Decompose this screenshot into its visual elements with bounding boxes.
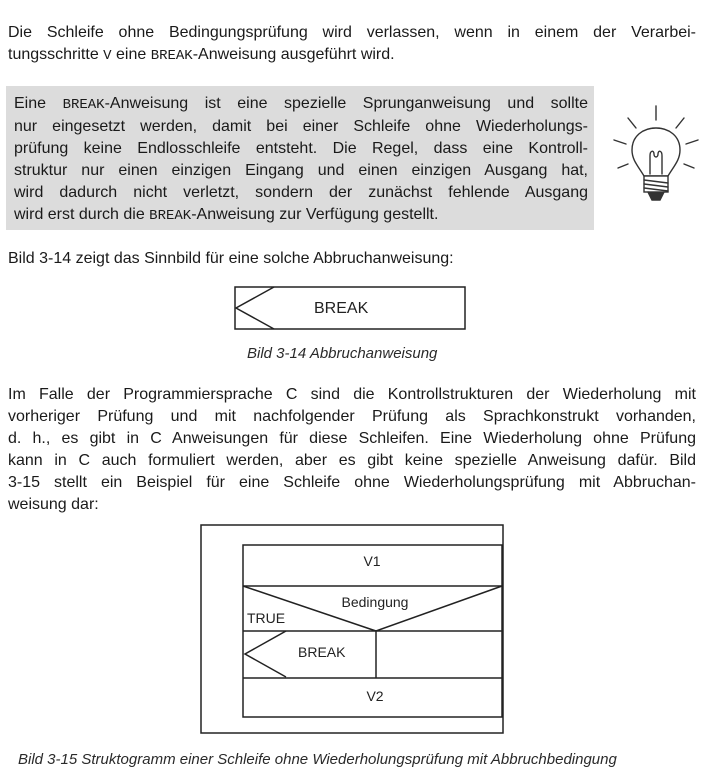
break-code: BREAK — [149, 208, 192, 224]
figure-intro — [8, 248, 696, 270]
c-language-paragraph — [8, 384, 696, 516]
c-line-4: kann in C auch formuliert werden, aber es gibt keine spezielle Anweisung dafür. Bild — [8, 452, 696, 469]
note-box — [6, 86, 594, 230]
intro-paragraph — [8, 22, 696, 67]
c-line-5: 3-15 stellt ein Beispiel für eine Schleife ohne Wiederholungsprüfung mit Abbruchan- — [8, 474, 696, 491]
c-line-1: Im Falle der Programmiersprache C sind die Kontrollstrukturen der Wiederholung mit — [8, 386, 696, 403]
note-line-2: nur eingesetzt werden, damit bei einer Schleife ohne Wiederholungs- — [14, 118, 588, 135]
intro-line-2: tungsschritte V eine BREAK-Anweisung ausgeführt wird. — [8, 46, 395, 64]
note-paragraph — [14, 93, 588, 227]
note-line-4: struktur nur einen einzigen Eingang und einen einzigen Ausgang hat, — [14, 162, 588, 179]
note-line-1: Eine BREAK-Anweisung ist eine spezielle Sprunganweisung und sollte — [14, 95, 589, 113]
v2-label: V2 — [366, 688, 384, 704]
break-label: BREAK — [298, 644, 346, 660]
break-code: BREAK — [62, 97, 105, 113]
note-line-5: wird dadurch nicht verletzt, sondern der zunächst fehlende Ausgang — [14, 184, 588, 201]
intro-line-1: Die Schleife ohne Bedingungsprüfung wird verlassen, wenn in einem der Verarbei- — [8, 24, 696, 41]
c-line-3: d. h., es gibt in C Anweisungen für diese Schleifen. Eine Wiederholung ohne Prüfung — [8, 430, 696, 447]
note-line-6: wird erst durch die BREAK-Anweisung zur Verfügung gestellt. — [14, 206, 439, 224]
note-line-3: prüfung keine Endlosschleife entsteht. Die Regel, dass eine Kontroll- — [14, 140, 588, 157]
v1-label: V1 — [363, 553, 381, 569]
c-line-6: weisung dar: — [8, 496, 99, 513]
figure-intro-line: Bild 3-14 zeigt das Sinnbild für eine solche Abbruchanweisung: — [8, 250, 454, 267]
break-symbol-label: BREAK — [314, 300, 369, 317]
break-code: BREAK — [150, 48, 193, 64]
break-symbol — [234, 286, 466, 330]
v-code: V — [103, 48, 112, 64]
c-line-2: vorheriger Prüfung und mit nachfolgender Prüfung als Sprachkonstrukt vorhanden, — [8, 408, 696, 425]
lightbulb-icon — [608, 104, 704, 214]
structogram — [200, 524, 504, 734]
condition-label: Bedingung — [341, 594, 409, 610]
true-label: TRUE — [247, 610, 286, 626]
figure-caption-1: Bild 3-14 Abbruchanweisung — [247, 345, 438, 362]
figure-caption-2: Bild 3-15 Struktogramm einer Schleife ohne Wiederholungsprüfung mit Abbruchbedingung — [18, 751, 617, 768]
